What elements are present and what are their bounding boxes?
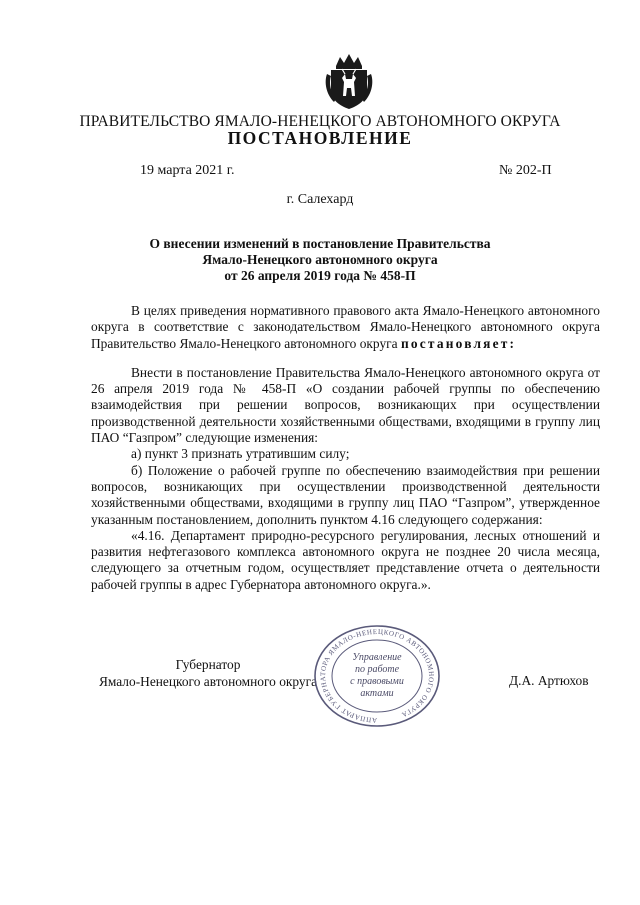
preamble-text: В целях приведения нормативного правового акта Ямало-Ненецкого автономного округа в соответствие с законодательством Ямало-Ненецкого автономного округа Правительство Ямало-Ненецкого автономного округа (91, 303, 600, 351)
body-paragraph: Внести в постановление Правительства Ямало-Ненецкого автономного округа от 26 апреля 2019 года № 458-П «О создании рабочей группы по обеспечению взаимодействия при решении вопросов, возникающих при осуществлении производственной деятельности хозяйственными обществами, входящими в группу лиц ПАО “Газпром” следующие изменения: (91, 364, 600, 446)
stamp-line: Управление (352, 652, 402, 663)
body-paragraph: а) пункт 3 признать утратившим силу; (131, 446, 350, 462)
stamp-line: с правовыми (350, 676, 404, 687)
title-line: О внесении изменений в постановление Правительства (149, 236, 491, 251)
coat-of-arms-icon (324, 52, 374, 110)
stamp-ring-text: АППАРАТ ГУБЕРНАТОРА ЯМАЛО-НЕНЕЦКОГО АВТОНОМНОГО ОКРУГА (318, 627, 436, 725)
resolves-colon: : (509, 335, 515, 351)
body-paragraph: «4.16. Департамент природно-ресурсного регулирования, лесных отношений и развития нефтегазового комплекса автономного округа не позднее 20 числа месяца, следующего за отчетным годом, осуществляет представление отчета о деятельности рабочей группы в адрес Губернатора автономного округа.». (91, 527, 600, 592)
preamble-paragraph (91, 303, 600, 352)
signatory-name: Д.А. Артюхов (509, 673, 589, 688)
signatory-title-line: Ямало-Ненецкого автономного округа (98, 674, 318, 689)
title-line: от 26 апреля 2019 года № 458-П (224, 268, 416, 283)
body-paragraph: б) Положение о рабочей группе по обеспечению взаимодействия при решении вопросов, возникающих при осуществлении производственной деятельности хозяйственными обществами, входящими в группу лиц ПАО “Газпром”, утвержденное указанным постановлением, дополнить пунктом 4.16 следующего содержания: (91, 462, 600, 527)
official-stamp (313, 624, 441, 728)
document-body (91, 303, 600, 593)
stamp-line: по работе (354, 664, 400, 675)
stamp-line: актами (360, 688, 394, 699)
resolves-word: постановляет (400, 335, 510, 351)
document-date: 19 марта 2021 г. (140, 163, 235, 178)
document-title (100, 236, 540, 284)
signatory-title-line: Губернатор (175, 657, 241, 672)
document-city: г. Салехард (286, 192, 354, 207)
title-line: Ямало-Ненецкого автономного округа (202, 252, 438, 267)
document-number: № 202-П (499, 163, 552, 178)
document-type: ПОСТАНОВЛЕНИЕ (227, 128, 413, 148)
government-name: ПРАВИТЕЛЬСТВО ЯМАЛО-НЕНЕЦКОГО АВТОНОМНОГО ОКРУГА (79, 113, 561, 130)
signatory-title (93, 656, 323, 690)
